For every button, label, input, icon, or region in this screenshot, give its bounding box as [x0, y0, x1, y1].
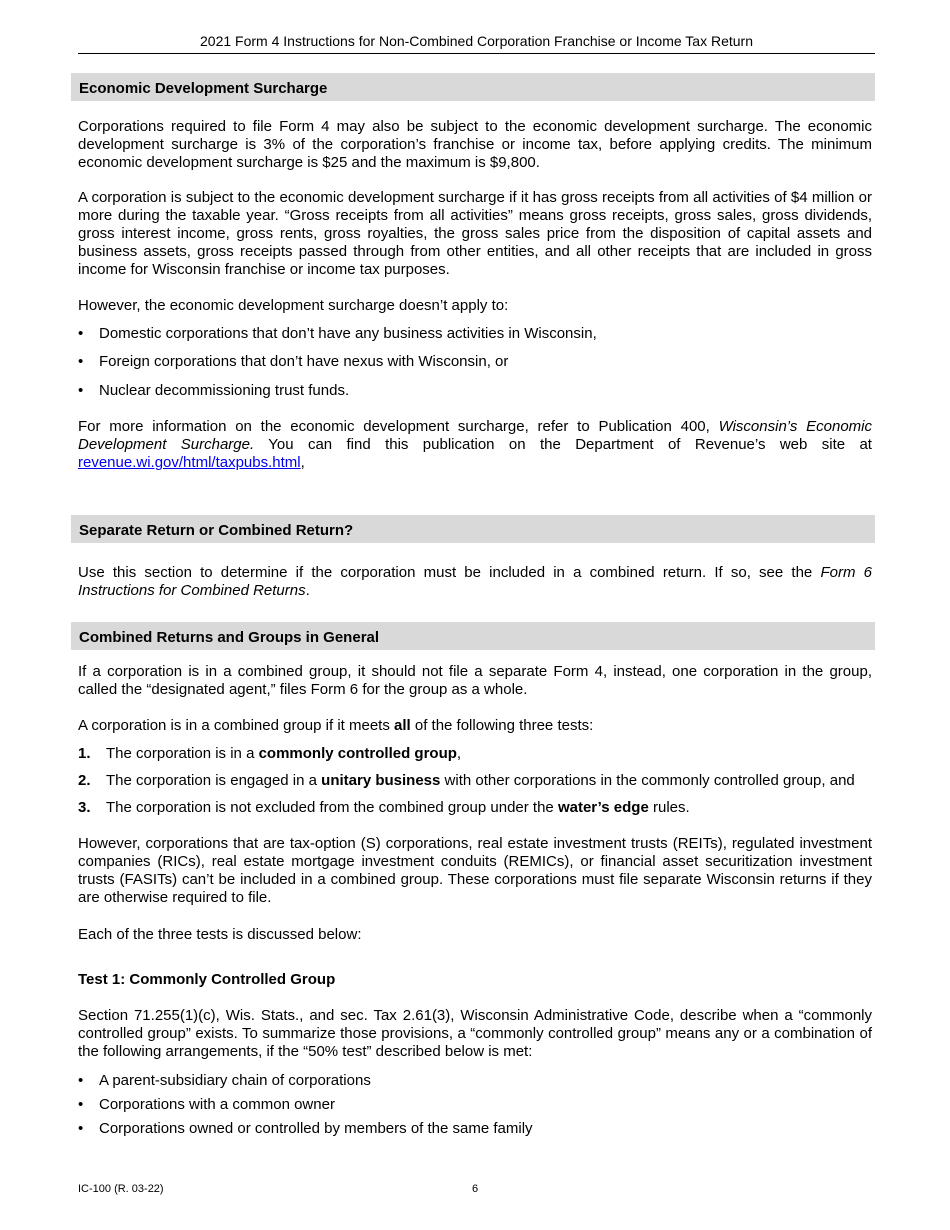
comb-paragraph-4: Each of the three tests is discussed below: — [78, 926, 362, 943]
list-item-text: Corporations with a common owner — [99, 1096, 335, 1113]
subsection-heading: Test 1: Commonly Controlled Group — [78, 971, 336, 988]
sep-paragraph-1: Use this section to determine if the corporation must be included in a combined return. If so, see the Form 6 Instructions for Combined Returns. — [78, 564, 872, 599]
bullet-icon: • — [78, 1072, 84, 1089]
section-heading: Economic Development Surcharge — [79, 80, 328, 97]
bullet-icon: • — [78, 325, 84, 342]
taxpubs-link[interactable]: revenue.wi.gov/html/taxpubs.html — [78, 454, 301, 471]
comb-paragraph-2: A corporation is in a combined group if it meets all of the following three tests: — [78, 717, 594, 734]
comb-paragraph-3: However, corporations that are tax-option (S) corporations, real estate investment trusts (REITs), regulated investment companies (RICs), real estate mortgage investment conduits (REMICs), or financial asset securitization investment trusts (FASITs) can’t be included in a combined group. These corporations must file separate Wisconsin returns if they are otherwise required to file. — [78, 835, 872, 906]
footer-page-number: 6 — [472, 1183, 479, 1195]
list-item-text: Nuclear decommissioning trust funds. — [99, 382, 350, 399]
list-number: 1. — [78, 745, 91, 762]
bullet-icon: • — [78, 1096, 84, 1113]
section-heading: Separate Return or Combined Return? — [79, 522, 354, 539]
page-header-title: 2021 Form 4 Instructions for Non-Combined Corporation Franchise or Income Tax Return — [200, 33, 753, 49]
eds-paragraph-2: A corporation is subject to the economic development surcharge if it has gross receipts from all activities of $4 million or more during the taxable year. “Gross receipts from all activities” means gross receipts, gross sales, gross dividends, gross interest income, gross rents, gross royalties, the gross sales price from the disposition of capital assets and business assets, gross receipts passed through from other entities, and all other receipts that are included in gross income for Wisconsin franchise or income tax purposes. — [78, 189, 872, 278]
list-number: 2. — [78, 772, 91, 789]
eds-paragraph-4: For more information on the economic development surcharge, refer to Publication 400, Wisconsin’s Economic Development Surcharge. You can find this publication on the Department of Revenue’s web site at revenue.wi.gov/html/taxpubs.html, — [78, 418, 872, 471]
test1-paragraph-1: Section 71.255(1)(c), Wis. Stats., and sec. Tax 2.61(3), Wisconsin Administrative Code, describe when a “commonly controlled group” exists. To summarize those provisions, a “commonly controlled group” means any or a combination of the following arrangements, if the “50% test” described below is met: — [78, 1007, 872, 1060]
bullet-icon: • — [78, 382, 84, 399]
list-item-text: Foreign corporations that don’t have nexus with Wisconsin, or — [99, 353, 509, 370]
section-heading: Combined Returns and Groups in General — [79, 629, 380, 646]
list-item-text: Corporations owned or controlled by members of the same family — [99, 1120, 533, 1137]
bullet-icon: • — [78, 1120, 84, 1137]
eds-paragraph-3: However, the economic development surcharge doesn’t apply to: — [78, 297, 509, 314]
section-heading-band — [71, 515, 875, 543]
eds-paragraph-1: Corporations required to file Form 4 may also be subject to the economic development surcharge. The economic development surcharge is 3% of the corporation’s franchise or income tax, before applying credits. The minimum economic development surcharge is $25 and the maximum is $9,800. — [78, 118, 872, 171]
section-heading-band — [71, 622, 875, 650]
comb-paragraph-1: If a corporation is in a combined group, it should not file a separate Form 4, instead, one corporation in the group, called the “designated agent,” files Form 6 for the group as a whole. — [78, 663, 872, 698]
section-heading-band — [71, 73, 875, 101]
list-item-text: Domestic corporations that don’t have any business activities in Wisconsin, — [99, 325, 597, 342]
list-item-text: A parent-subsidiary chain of corporations — [99, 1072, 371, 1089]
bullet-icon: • — [78, 353, 84, 370]
footer-form-id: IC-100 (R. 03-22) — [78, 1183, 164, 1195]
header-rule — [78, 53, 875, 54]
list-number: 3. — [78, 799, 91, 816]
